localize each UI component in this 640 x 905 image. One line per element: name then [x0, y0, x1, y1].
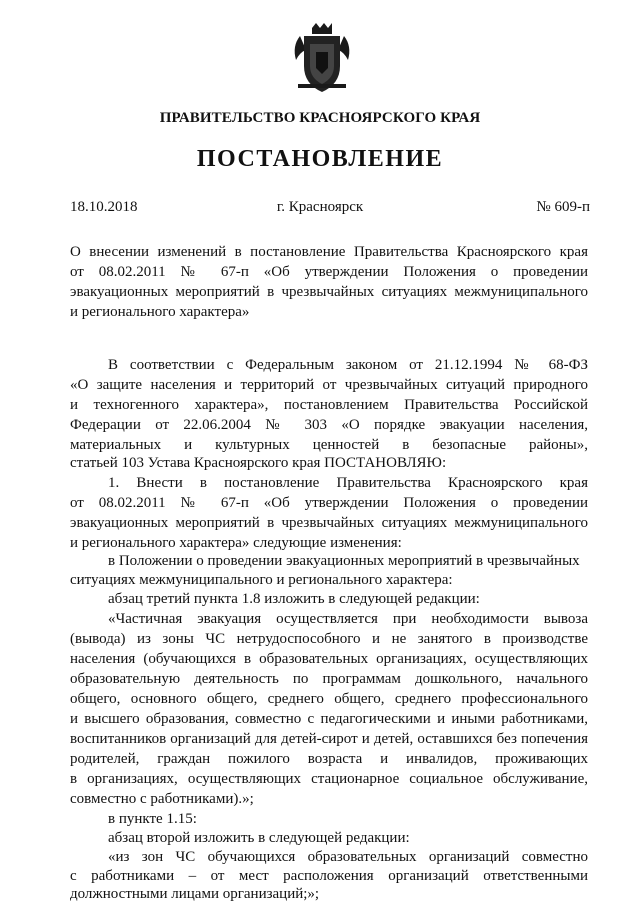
title-line: и регионального характера» — [70, 304, 250, 320]
body-line: с работниками – от мест расположения организаций ответственными — [70, 868, 588, 884]
body-line: В соответствии с Федеральным законом от 21.12.1994 № 68-ФЗ — [108, 357, 588, 373]
document-city: г. Красноярск — [276, 199, 364, 215]
document-type: ПОСТАНОВЛЕНИЕ — [196, 146, 444, 172]
body-line: родителей, граждан пожилого возраста и инвалидов, проживающих — [70, 751, 588, 767]
body-line: (вывода) из зоны ЧС нетрудоспособного и не занятого в производстве — [70, 631, 588, 647]
document-number: № 609-п — [536, 199, 590, 215]
body-line: воспитанников организаций для детей-сирот и детей, оставшихся без попечения — [70, 731, 588, 747]
body-line: населения (обучающихся в образовательных организациях, осуществляющих — [70, 651, 588, 667]
title-line: от 08.02.2011 № 67-п «Об утверждении Положения о проведении — [70, 264, 588, 280]
body-line: совместно с работниками).»; — [70, 791, 254, 807]
body-line: от 08.02.2011 № 67-п «Об утверждении Положения о проведении — [70, 495, 588, 511]
title-line: эвакуационных мероприятий в чрезвычайных ситуациях межмуниципального — [70, 284, 588, 300]
body-line: эвакуационных мероприятий в чрезвычайных ситуациях межмуниципального — [70, 515, 588, 531]
body-line: абзац второй изложить в следующей редакции: — [108, 830, 410, 846]
body-line: материальных и культурных ценностей в безопасные районы», — [70, 437, 588, 453]
body-line: «О защите населения и территорий от чрезвычайных ситуаций природного — [70, 377, 588, 393]
body-line: общего, основного общего, среднего общего, среднего профессионального — [70, 691, 588, 707]
body-line: статьей 103 Устава Красноярского края ПОСТАНОВЛЯЮ: — [70, 455, 447, 471]
body-line: образовательную деятельность по программам дошкольного, начального — [70, 671, 588, 687]
body-line: в организациях, осуществляющих стационарное социальное обслуживание, — [70, 771, 588, 787]
body-line: в Положении о проведении эвакуационных мероприятий в чрезвычайных — [108, 553, 580, 569]
body-line: и техногенного характера», постановлением Правительства Российской — [70, 397, 588, 413]
organization-name: ПРАВИТЕЛЬСТВО КРАСНОЯРСКОГО КРАЯ — [159, 110, 481, 126]
document-date: 18.10.2018 — [70, 199, 138, 215]
coat-of-arms-icon — [290, 22, 354, 94]
body-line: ситуациях межмуниципального и регионального характера: — [70, 572, 453, 588]
body-line: «Частичная эвакуация осуществляется при необходимости вывоза — [108, 611, 588, 627]
body-line: и высшего образования, совместно с педагогическими и иными работниками, — [70, 711, 588, 727]
title-line: О внесении изменений в постановление Правительства Красноярского края — [70, 244, 588, 260]
body-line: «из зон ЧС обучающихся образовательных организаций совместно — [108, 849, 588, 865]
body-line: Федерации от 22.06.2004 № 303 «О порядке эвакуации населения, — [70, 417, 588, 433]
body-line: в пункте 1.15: — [108, 811, 197, 827]
body-line: абзац третий пункта 1.8 изложить в следующей редакции: — [108, 591, 480, 607]
body-line: 1. Внести в постановление Правительства Красноярского края — [108, 475, 588, 491]
body-line: и регионального характера» следующие изменения: — [70, 535, 402, 551]
body-line: должностными лицами организаций;»; — [70, 886, 320, 902]
